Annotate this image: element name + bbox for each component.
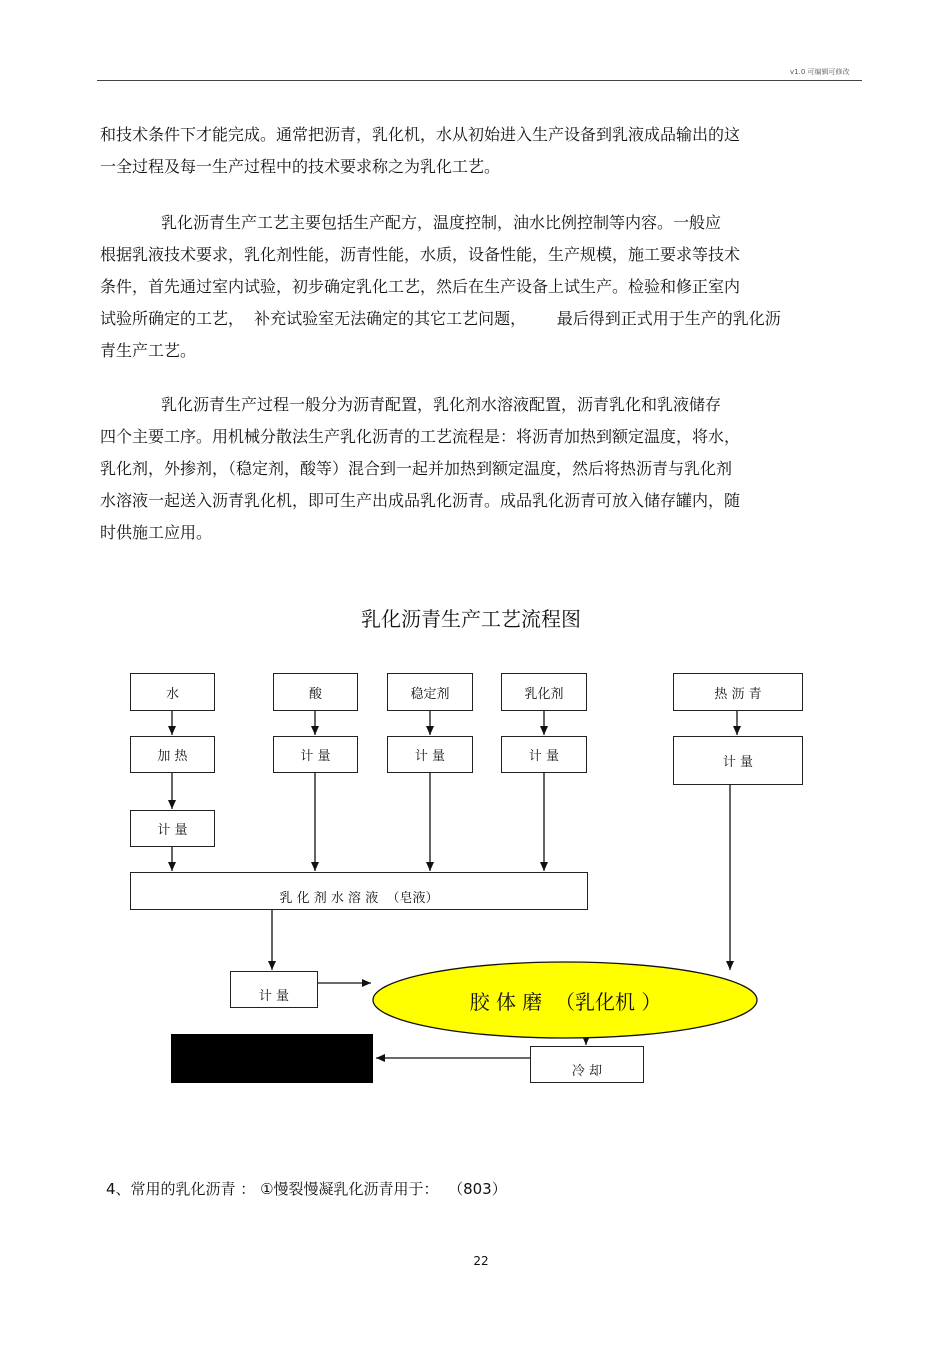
- hot-asphalt-label: 热 沥 青: [714, 686, 762, 702]
- stabilizer-measure-label: 计 量: [414, 749, 446, 764]
- emulsifier-box: [501, 673, 587, 711]
- page-number: 22: [473, 1254, 489, 1268]
- acid-measure-box: [273, 736, 358, 773]
- soap-measure-label: 计 量: [258, 989, 290, 1004]
- paragraph-line: 水溶液一起送入沥青乳化机，即可生产出成品乳化沥青。成品乳化沥青可放入储存罐内，随: [100, 491, 741, 510]
- paragraph-line: 乳化剂，外掺剂，（稳定剂，酸等）混合到一起并加热到额定温度，然后将热沥青与乳化剂: [100, 459, 733, 478]
- water-box: [130, 673, 215, 711]
- stabilizer-box: [387, 673, 473, 711]
- paragraph-line: 条件，首先通过室内试验，初步确定乳化工艺，然后在生产设备上试生产。检验和修正室内: [100, 277, 741, 296]
- emulsifier-measure-label: 计 量: [528, 749, 560, 764]
- water-label: 水: [165, 686, 179, 702]
- paragraph-line: 青生产工艺。: [100, 341, 197, 360]
- paragraph-line: 乳化沥青生产过程一般分为沥青配置，乳化剂水溶液配置，沥青乳化和乳液储存: [100, 395, 722, 414]
- acid-label: 酸: [308, 686, 322, 702]
- paragraph-line: 时供施工应用。: [100, 523, 213, 542]
- soap-solution-box: [130, 872, 588, 910]
- acid-measure-label: 计 量: [300, 749, 331, 764]
- emulsifier-label: 乳化剂: [524, 686, 564, 702]
- cooling-box: [530, 1046, 644, 1083]
- stabilizer-label: 稳定剂: [410, 686, 450, 702]
- asphalt-measure-box: [673, 736, 803, 785]
- water-measure-box: [130, 810, 215, 847]
- paragraph-line: 乳化沥青生产工艺主要包括生产配方，温度控制，油水比例控制等内容。一般应: [100, 213, 722, 232]
- paragraph-line: 根据乳液技术要求，乳化剂性能，沥青性能，水质，设备性能，生产规模，施工要求等技术: [100, 245, 741, 264]
- paragraph-line: 和技术条件下才能完成。通常把沥青，乳化机，水从初始进入生产设备到乳液成品输出的这: [100, 125, 741, 144]
- hot-asphalt-box: [673, 673, 803, 711]
- asphalt-measure-label: 计 量: [722, 755, 754, 770]
- heating-box: [130, 736, 215, 773]
- item-4-text: 4、常用的乳化沥青 ： ①慢裂慢凝乳化沥青用于： （803）: [106, 1180, 507, 1198]
- header-note: v1.0 可编辑可修改: [790, 68, 850, 76]
- paragraph-line: 试验所确定的工艺， 补充试验室无法确定的其它工艺问题， 最后得到正式用于生产的乳化沥: [100, 309, 781, 328]
- heating-label: 加 热: [157, 749, 188, 764]
- acid-box: [273, 673, 358, 711]
- product-box: [171, 1034, 373, 1083]
- paragraph-line: 一全过程及每一生产过程中的技术要求称之为乳化工艺。: [100, 157, 501, 176]
- emulsifier-measure-box: [501, 736, 587, 773]
- soap-solution-label: 乳 化 剂 水 溶 液 （皂液）: [279, 891, 439, 906]
- paragraph-line: 四个主要工序。用机械分散法生产乳化沥青的工艺流程是：将沥青加热到额定温度，将水，: [100, 427, 741, 446]
- water-measure-label: 计 量: [157, 823, 188, 838]
- stabilizer-measure-box: [387, 736, 473, 773]
- cooling-label: 冷 却: [571, 1064, 603, 1079]
- colloid-mill-label: 胶 体 磨 （乳化机 ）: [469, 989, 662, 1014]
- flowchart-title: 乳化沥青生产工艺流程图: [361, 607, 581, 631]
- soap-measure-box: [230, 971, 318, 1008]
